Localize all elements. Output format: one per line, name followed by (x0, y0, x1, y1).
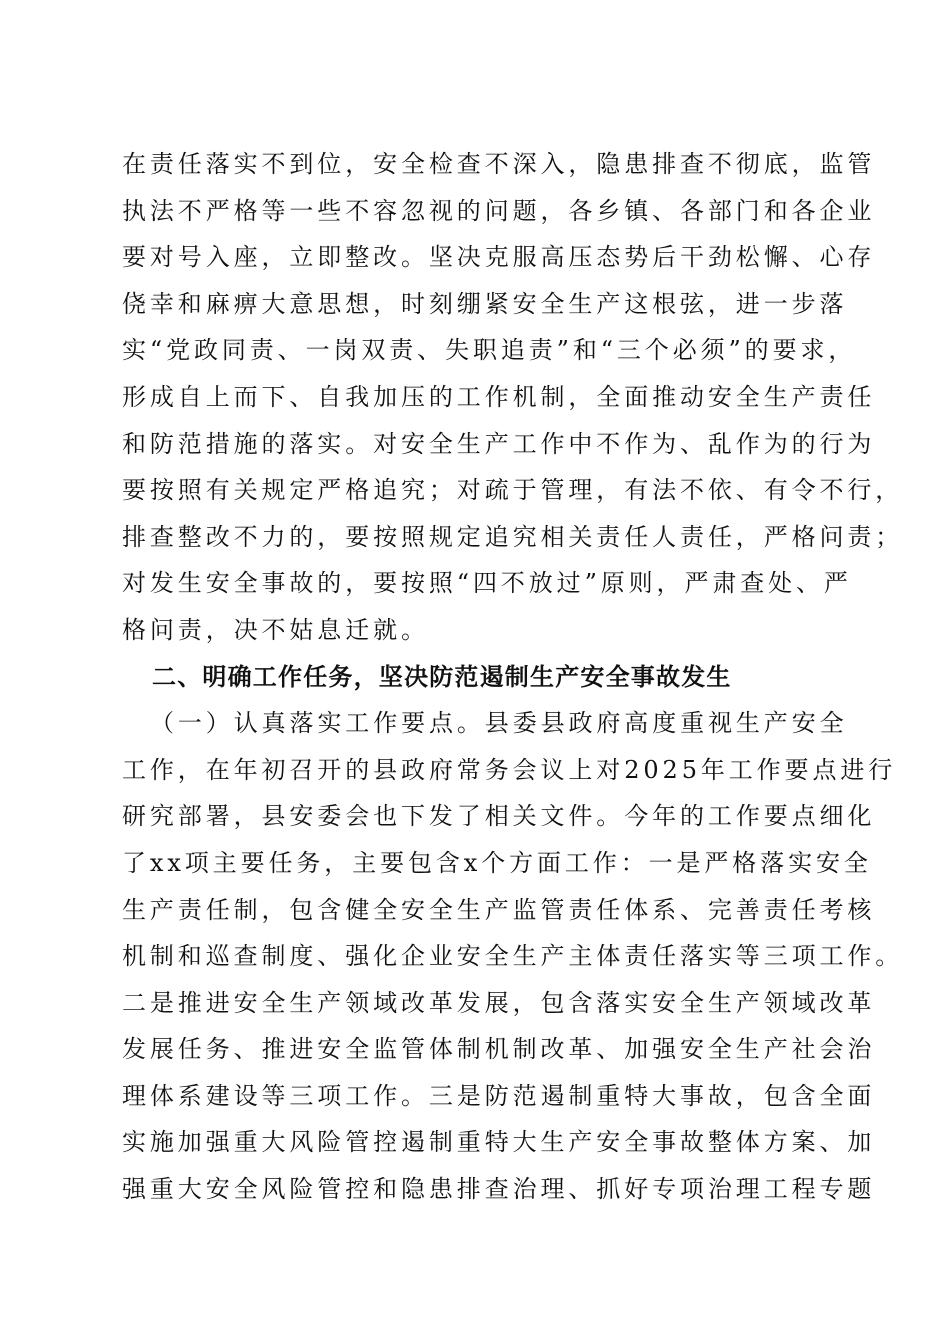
text-line: 格问责，决不姑息迁就。 (122, 615, 429, 644)
text-line: 侥幸和麻痹大意思想，时刻绷紧安全生产这根弦，进一步落 (122, 289, 848, 318)
text-line: 实“党政同责、一岗双责、失职追责”和“三个必须”的要求， (122, 336, 857, 365)
paragraph-2 (122, 700, 904, 1213)
text-line: 研究部署，县安委会也下发了相关文件。今年的工作要点细化 (122, 802, 876, 831)
paragraph-1 (122, 141, 904, 654)
text-line: 强重大安全风险管控和隐患排查治理、抓好专项治理工程专题 (122, 1175, 876, 1204)
text-line: 机制和巡查制度、强化企业安全生产主体责任落实等三项工作。 (122, 942, 904, 971)
text-line: 排查整改不力的，要按照规定追究相关责任人责任，严格问责； (122, 522, 904, 551)
text-line: 执法不严格等一些不容忽视的问题，各乡镇、各部门和各企业 (122, 196, 876, 225)
text-line: 要按照有关规定严格追究；对疏于管理，有法不依、有令不行， (122, 476, 904, 505)
text-line: 工作，在年初召开的县政府常务会议上对2025年工作要点进行 (122, 755, 897, 784)
text-line: 形成自上而下、自我加压的工作机制，全面推动安全生产责任 (122, 382, 876, 411)
text-line: 对发生安全事故的，要按照“四不放过”原则，严肃查处、严 (122, 569, 852, 598)
text-line: 发展任务、推进安全监管体制机制改革、加强安全生产社会治 (122, 1035, 876, 1064)
text-line: 要对号入座，立即整改。坚决克服高压态势后干劲松懈、心存 (122, 243, 876, 272)
text-line: 理体系建设等三项工作。三是防范遏制重特大事故，包含全面 (122, 1081, 876, 1110)
section-heading: 二、明确工作任务，坚决防范遏制生产安全事故发生 (152, 662, 732, 691)
text-line: 二是推进安全生产领域改革发展，包含落实安全生产领域改革 (122, 988, 876, 1017)
text-line: 生产责任制，包含健全安全生产监管责任体系、完善责任考核 (122, 895, 876, 924)
text-line: 和防范措施的落实。对安全生产工作中不作为、乱作为的行为 (122, 429, 876, 458)
document-page (122, 141, 904, 1213)
text-line: 实施加强重大风险管控遏制重特大生产安全事故整体方案、加 (122, 1128, 876, 1157)
text-line: 了xx项主要任务，主要包含x个方面工作：一是严格落实安全 (122, 848, 872, 877)
text-line: （一）认真落实工作要点。县委县政府高度重视生产安全 (150, 709, 848, 738)
text-line: 在责任落实不到位，安全检查不深入，隐患排查不彻底，监管 (122, 150, 876, 178)
